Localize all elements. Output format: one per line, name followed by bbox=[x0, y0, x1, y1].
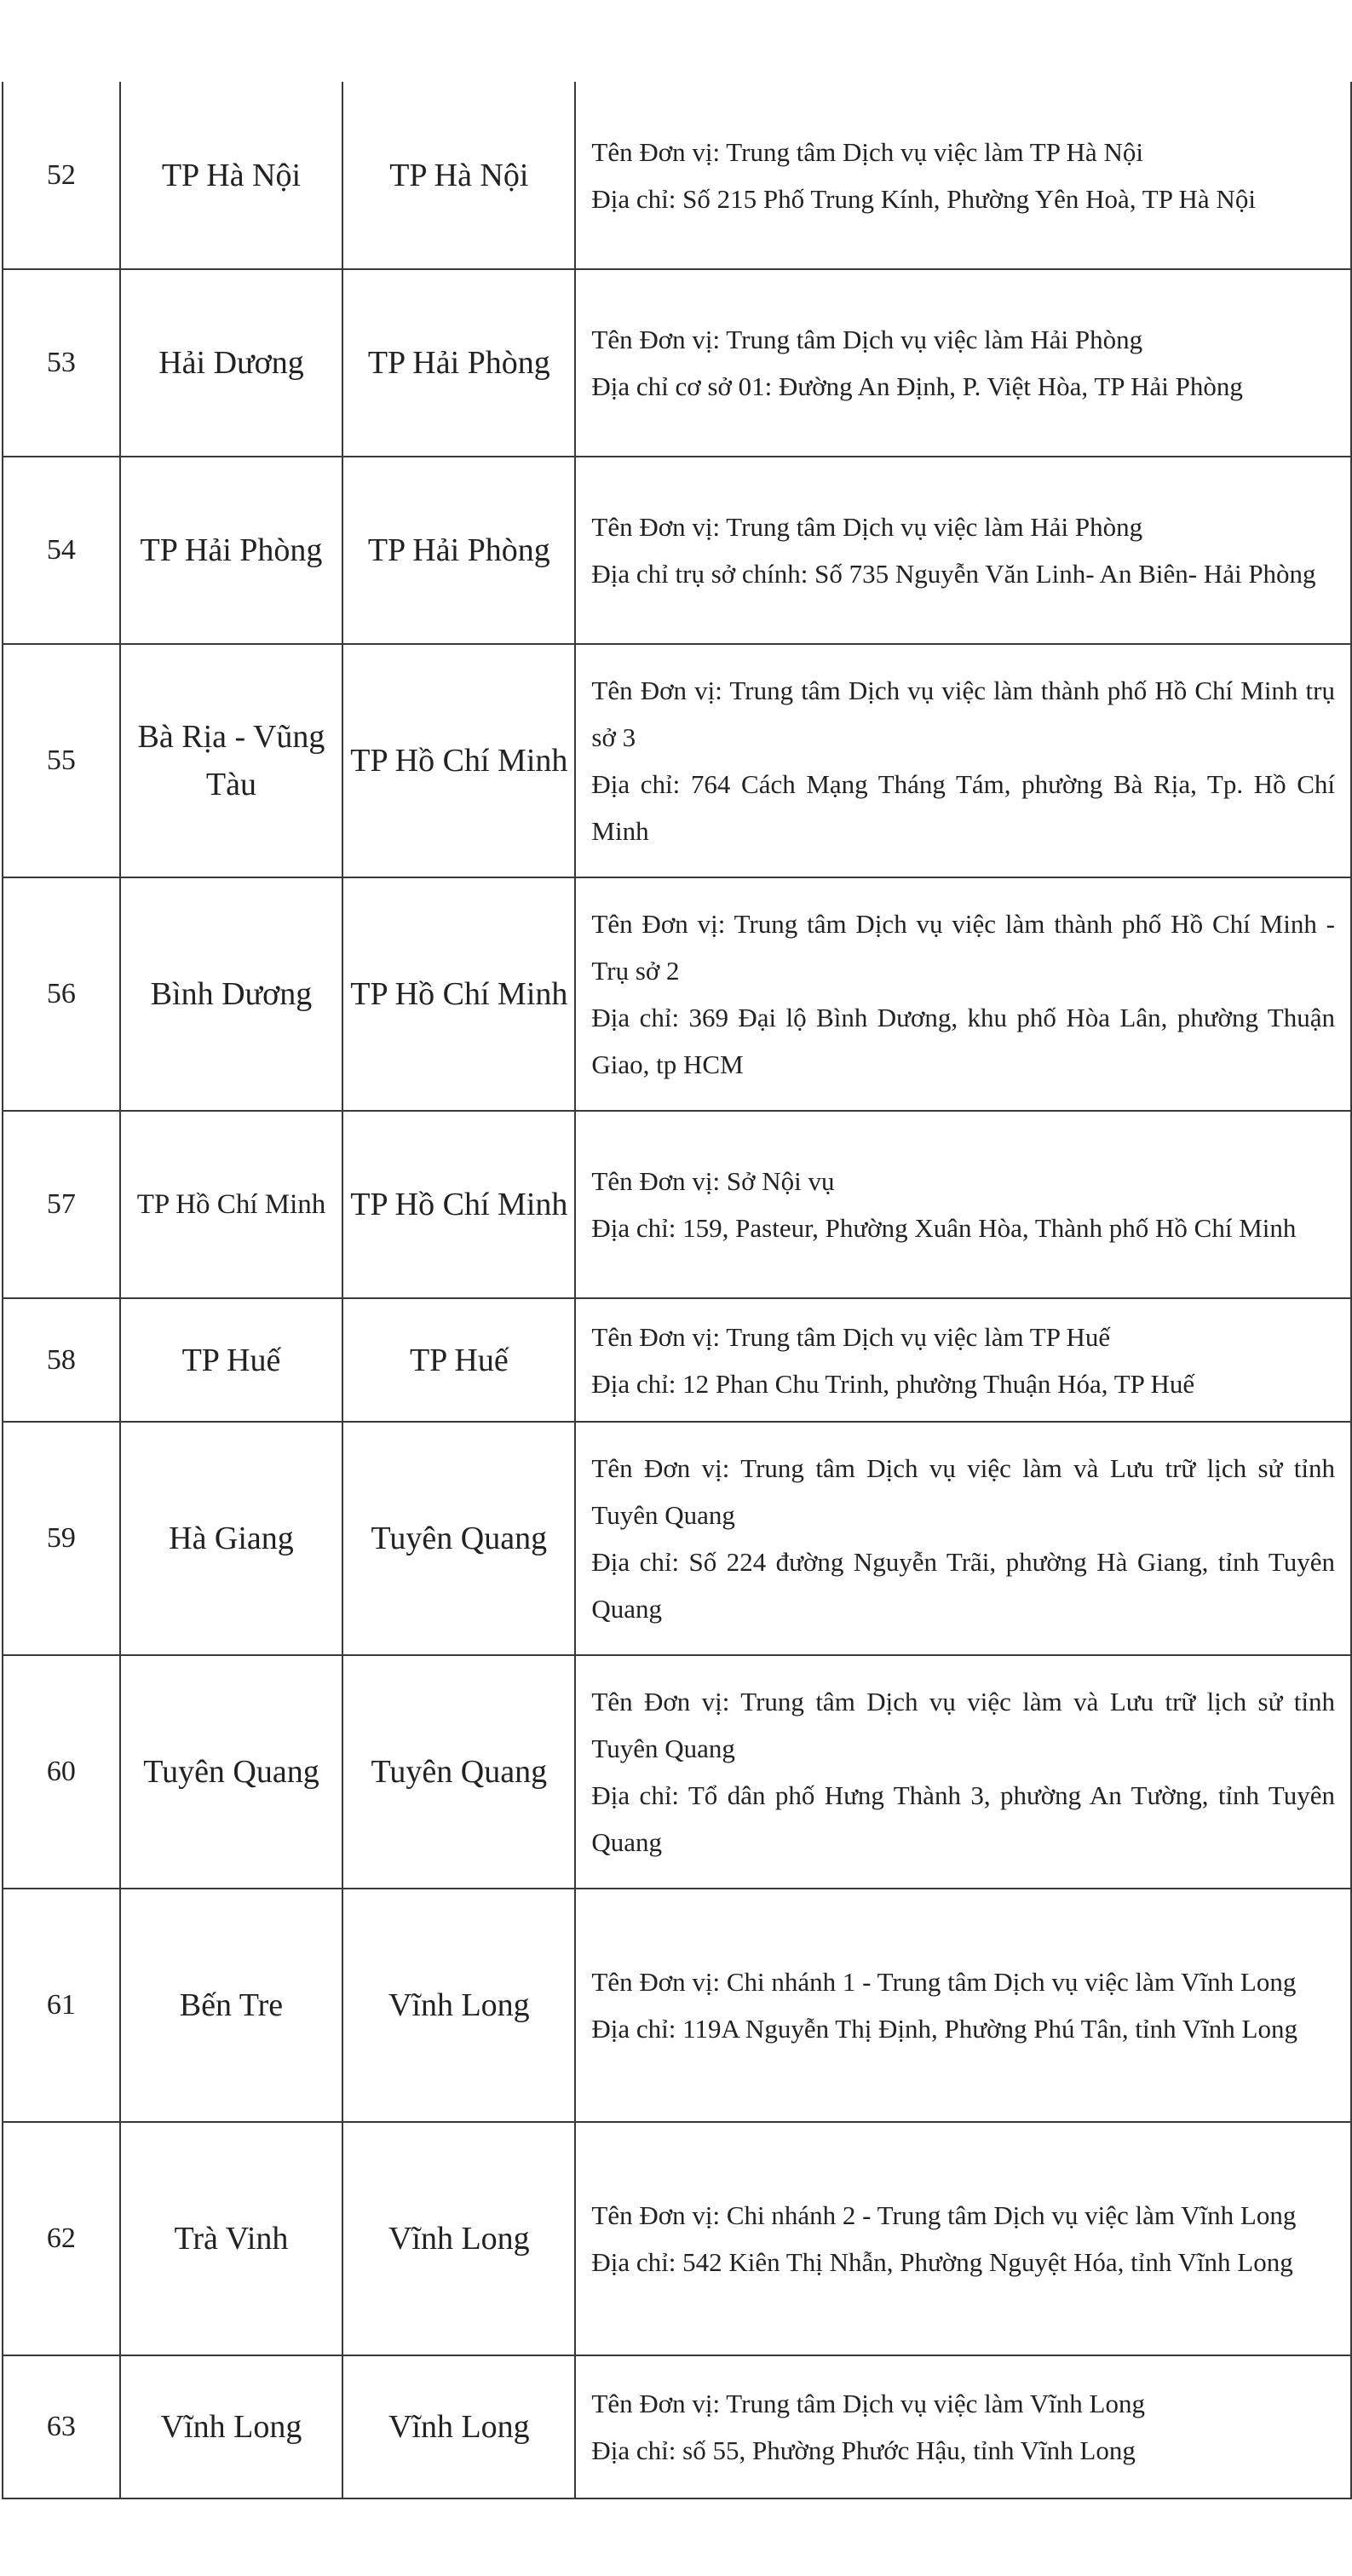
new-province: TP Hồ Chí Minh bbox=[342, 877, 575, 1111]
unit-info bbox=[575, 1422, 1351, 1655]
unit-name: Tên Đơn vị: Trung tâm Dịch vụ việc làm Vĩnh Long bbox=[591, 2389, 1145, 2418]
table-body bbox=[3, 82, 1351, 2498]
unit-name: Tên Đơn vị: Trung tâm Dịch vụ việc làm Hải Phòng bbox=[591, 512, 1143, 542]
unit-name: Tên Đơn vị: Chi nhánh 2 - Trung tâm Dịch vụ việc làm Vĩnh Long bbox=[591, 2200, 1297, 2230]
new-province: Vĩnh Long bbox=[342, 1889, 575, 2122]
old-province: TP Huế bbox=[120, 1298, 343, 1422]
table-row bbox=[3, 644, 1351, 877]
row-number: 55 bbox=[3, 644, 120, 877]
row-number: 60 bbox=[3, 1655, 120, 1889]
table-row bbox=[3, 877, 1351, 1111]
table-row bbox=[3, 1111, 1351, 1298]
employment-center-table bbox=[2, 82, 1352, 2499]
table-row bbox=[3, 457, 1351, 644]
unit-info bbox=[575, 1889, 1351, 2122]
row-number: 57 bbox=[3, 1111, 120, 1298]
unit-address: Địa chỉ: 542 Kiên Thị Nhẫn, Phường Nguyệt Hóa, tỉnh Vĩnh Long bbox=[591, 2247, 1293, 2277]
old-province: Tuyên Quang bbox=[120, 1655, 343, 1889]
new-province: Tuyên Quang bbox=[342, 1655, 575, 1889]
unit-info bbox=[575, 457, 1351, 644]
table-row bbox=[3, 269, 1351, 457]
new-province: TP Hà Nội bbox=[342, 82, 575, 269]
unit-name: Tên Đơn vị: Trung tâm Dịch vụ việc làm TP Hà Nội bbox=[591, 136, 1143, 167]
row-number: 61 bbox=[3, 1889, 120, 2122]
unit-info bbox=[575, 1655, 1351, 1889]
new-province: TP Hồ Chí Minh bbox=[342, 644, 575, 877]
unit-info bbox=[575, 644, 1351, 877]
old-province: Bến Tre bbox=[120, 1889, 343, 2122]
row-number: 62 bbox=[3, 2122, 120, 2355]
unit-name: Tên Đơn vị: Trung tâm Dịch vụ việc làm và Lưu trữ lịch sử tỉnh Tuyên Quang bbox=[591, 1687, 1335, 1763]
new-province: TP Hồ Chí Minh bbox=[342, 1111, 575, 1298]
table-row bbox=[3, 1298, 1351, 1422]
old-province: Hải Dương bbox=[120, 269, 343, 457]
table-row bbox=[3, 1655, 1351, 1889]
unit-address: Địa chỉ: 119A Nguyễn Thị Định, Phường Phú Tân, tỉnh Vĩnh Long bbox=[591, 2014, 1297, 2044]
old-province: TP Hải Phòng bbox=[120, 457, 343, 644]
unit-address: Địa chỉ: Tổ dân phố Hưng Thành 3, phường An Tường, tỉnh Tuyên Quang bbox=[591, 1780, 1335, 1857]
unit-name: Tên Đơn vị: Trung tâm Dịch vụ việc làm Hải Phòng bbox=[591, 325, 1143, 354]
table-row bbox=[3, 2355, 1351, 2498]
unit-address: Địa chỉ: Số 215 Phố Trung Kính, Phường Yên Hoà, TP Hà Nội bbox=[591, 183, 1256, 214]
unit-name: Tên Đơn vị: Sở Nội vụ bbox=[591, 1166, 835, 1196]
row-number: 54 bbox=[3, 457, 120, 644]
new-province: Vĩnh Long bbox=[342, 2122, 575, 2355]
old-province: Trà Vinh bbox=[120, 2122, 343, 2355]
unit-info bbox=[575, 269, 1351, 457]
table-row bbox=[3, 82, 1351, 269]
new-province: TP Huế bbox=[342, 1298, 575, 1422]
new-province: TP Hải Phòng bbox=[342, 269, 575, 457]
unit-info bbox=[575, 1298, 1351, 1422]
new-province: Vĩnh Long bbox=[342, 2355, 575, 2498]
row-number: 63 bbox=[3, 2355, 120, 2498]
unit-address: Địa chỉ: Số 224 đường Nguyễn Trãi, phường Hà Giang, tỉnh Tuyên Quang bbox=[591, 1547, 1335, 1624]
old-province: Bình Dương bbox=[120, 877, 343, 1111]
old-province: Vĩnh Long bbox=[120, 2355, 343, 2498]
unit-info bbox=[575, 1111, 1351, 1298]
row-number: 59 bbox=[3, 1422, 120, 1655]
unit-name: Tên Đơn vị: Trung tâm Dịch vụ việc làm TP Huế bbox=[591, 1321, 1111, 1352]
row-number: 58 bbox=[3, 1298, 120, 1422]
unit-info bbox=[575, 2355, 1351, 2498]
old-province: Hà Giang bbox=[120, 1422, 343, 1655]
unit-address: Địa chỉ: số 55, Phường Phước Hậu, tỉnh Vĩnh Long bbox=[591, 2435, 1136, 2465]
unit-address: Địa chỉ trụ sở chính: Số 735 Nguyễn Văn Linh- An Biên- Hải Phòng bbox=[591, 559, 1316, 589]
unit-address: Địa chỉ: 12 Phan Chu Trinh, phường Thuận Hóa, TP Huế bbox=[591, 1368, 1195, 1399]
unit-name: Tên Đơn vị: Trung tâm Dịch vụ việc làm thành phố Hồ Chí Minh - Trụ sở 2 bbox=[591, 909, 1335, 986]
unit-info bbox=[575, 82, 1351, 269]
row-number: 56 bbox=[3, 877, 120, 1111]
new-province: Tuyên Quang bbox=[342, 1422, 575, 1655]
old-province: TP Hà Nội bbox=[120, 82, 343, 269]
table-row bbox=[3, 1422, 1351, 1655]
row-number: 53 bbox=[3, 269, 120, 457]
unit-info bbox=[575, 877, 1351, 1111]
new-province: TP Hải Phòng bbox=[342, 457, 575, 644]
unit-name: Tên Đơn vị: Trung tâm Dịch vụ việc làm thành phố Hồ Chí Minh trụ sở 3 bbox=[591, 676, 1335, 752]
old-province: Bà Rịa - Vũng Tàu bbox=[120, 644, 343, 877]
unit-address: Địa chỉ: 369 Đại lộ Bình Dương, khu phố Hòa Lân, phường Thuận Giao, tp HCM bbox=[591, 1003, 1335, 1079]
unit-name: Tên Đơn vị: Chi nhánh 1 - Trung tâm Dịch vụ việc làm Vĩnh Long bbox=[591, 1967, 1297, 1997]
old-province: TP Hồ Chí Minh bbox=[120, 1111, 343, 1298]
table-row bbox=[3, 2122, 1351, 2355]
unit-info bbox=[575, 2122, 1351, 2355]
unit-address: Địa chỉ: 159, Pasteur, Phường Xuân Hòa, Thành phố Hồ Chí Minh bbox=[591, 1213, 1297, 1243]
unit-name: Tên Đơn vị: Trung tâm Dịch vụ việc làm và Lưu trữ lịch sử tỉnh Tuyên Quang bbox=[591, 1453, 1335, 1530]
row-number: 52 bbox=[3, 82, 120, 269]
unit-address: Địa chỉ: 764 Cách Mạng Tháng Tám, phường Bà Rịa, Tp. Hồ Chí Minh bbox=[591, 769, 1335, 846]
unit-address: Địa chỉ cơ sở 01: Đường An Định, P. Việt Hòa, TP Hải Phòng bbox=[591, 371, 1243, 401]
table-row bbox=[3, 1889, 1351, 2122]
